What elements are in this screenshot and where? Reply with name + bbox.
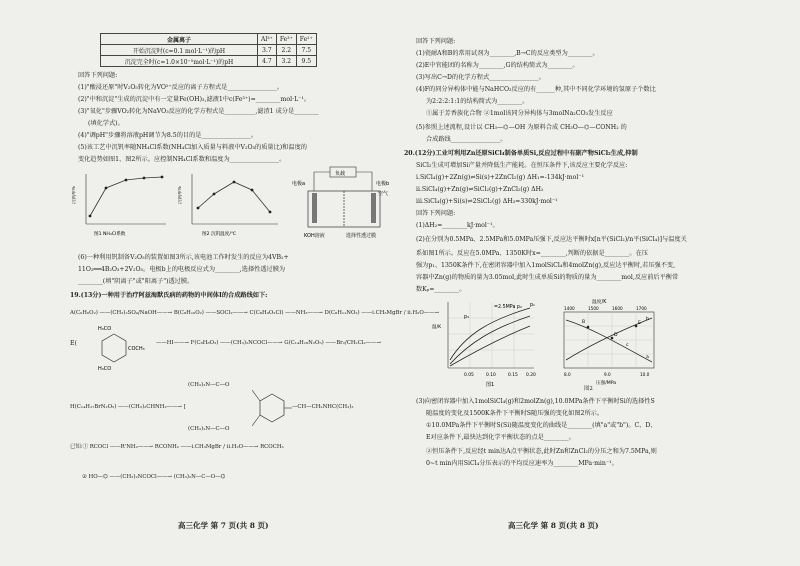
question-19-title: 19.(13分)一种用于治疗阿兹海默氏病的药物的中间体I的合成路线如下: [70, 292, 268, 299]
figure-2-caption: 图2 沉钒温度/℃ [202, 232, 237, 237]
svg-text:H₃CO: H₃CO [98, 366, 112, 372]
table-cell: Fe²⁺ [296, 34, 316, 45]
svg-text:温度/K: 温度/K [592, 300, 607, 305]
text-line: (5)该工艺中沉钒率随NH₄Cl系数(NH₄Cl加入质量与料液中V₂O₅的质量比)和温度的 [78, 144, 307, 151]
svg-text:1500: 1500 [588, 306, 599, 311]
table-cell: 4.7 [258, 56, 277, 67]
text-line: 回答下列问题: [416, 38, 456, 45]
selectivity-chart-2-caption: 图2 [584, 386, 593, 392]
table-cell: 9.5 [296, 56, 316, 67]
synthesis-route-1: A(C₆H₆O₂) ——(CH₃)₂SO₄/NaOH——→ B(C₈H₁₀O₂) ——SOCl₂——→ C(C₈H₉O₂Cl) ——NH₃——→ D(C₈H₁₁NO₂) ——i.CH₃MgBr / ii.H₂O——→ [70, 310, 440, 316]
svg-text:沉钒率%: 沉钒率% [72, 186, 77, 204]
figure-1-caption: 图1 NH₄Cl系数 [94, 232, 126, 237]
question-20-title: 20.(12分)工业可利用Zn还原SiCl₄制备单质Si,反应过程中有副产物SiCl₂生成,抑制 [404, 150, 638, 157]
svg-text:B: B [582, 320, 586, 325]
text-line: 回答下列问题: [78, 72, 118, 79]
svg-text:1700: 1700 [636, 306, 647, 311]
table-cell: 沉淀完全时(c=1.0×10⁻⁵mol·L⁻¹)的pH [101, 56, 258, 67]
svg-text:0.20: 0.20 [526, 373, 536, 378]
svg-text:温/K: 温/K [432, 325, 442, 330]
table-cell: 2.2 [276, 45, 296, 56]
metal-ion-table [100, 33, 317, 67]
svg-text:a: a [646, 355, 649, 360]
compound-e-label: E( [70, 340, 77, 347]
svg-text:COCH₃: COCH₃ [128, 346, 145, 352]
svg-text:0.05: 0.05 [464, 373, 474, 378]
text-line: E对应条件下,最快达到化学平衡状态的点是________。 [426, 434, 575, 441]
figure-3-cell [290, 165, 400, 243]
text-line: (填化学式)。 [88, 120, 124, 127]
table-row [101, 45, 317, 56]
text-line: ________(填"阴离子"或"阳离子")透过膜。 [78, 278, 194, 285]
text-line: 随温度的变化及1500K条件下平衡时S随压强的变化如图2所示。 [426, 410, 604, 417]
reaction-iii: iii.SiCl₄(g)+Si(s)⇌2SiCl₂(g) ΔH₃=330kJ·mol⁻¹ [416, 198, 558, 205]
svg-text:0.10: 0.10 [486, 373, 496, 378]
text-line: ①10.0MPa条件下平衡时S(Si)随温度变化的曲线是________(填"a"或"b")。C、D、 [426, 422, 657, 429]
table-cell: Al³⁺ [258, 34, 277, 45]
svg-text:9.0: 9.0 [604, 372, 611, 377]
equilibrium-chart-1 [430, 298, 540, 388]
svg-text:p₃: p₃ [464, 315, 469, 320]
svg-text:b: b [646, 317, 649, 322]
svg-text:c: c [626, 343, 629, 348]
svg-text:p₁: p₁ [530, 303, 535, 308]
svg-text:KOH溶液: KOH溶液 [304, 233, 325, 239]
page-footer: 高三化学 第 7 页(共 8 页) [178, 521, 269, 530]
text-line: 系如图1所示。反应在5.0MPa、1350K时x=________,判断的依据是________。在压 [416, 250, 648, 257]
text-line: (1)"酸浸还原"时V₂O₅转化为VO²⁺反应的离子方程式是________________。 [78, 84, 284, 91]
text-line: (3)写出C→D的化学方程式________________。 [416, 74, 545, 81]
text-line: SiCl₂生成可增加Si产量并降低生产能耗。在恒压条件下,该反应主要化学反应: [416, 162, 628, 169]
compound-e-structure [74, 322, 154, 372]
svg-text:空气: 空气 [378, 191, 389, 197]
text-line: ②恒压条件下,反应经t min达A点平衡状态,此时Zn和ZnCl₂的分压之和为7.5MPa,则 [426, 448, 657, 455]
text-line: 11O₂══4B₂O₃+2V₂O₅。电极b上的电极反应式为________,选择性透过膜为 [78, 266, 286, 273]
text-line: 为2:2:2:1:1的结构简式为________。 [426, 98, 529, 105]
svg-text:=2.5MPa p₂: =2.5MPa p₂ [494, 305, 522, 310]
svg-text:电极a: 电极a [292, 181, 306, 187]
text-line: 变化趋势如图1、图2所示。应控制NH₄Cl系数和温度为________________。 [78, 156, 286, 163]
text-line: 回答下列问题: [416, 210, 456, 217]
equilibrium-chart-1-caption: 图1 [486, 382, 495, 388]
svg-text:D: D [614, 333, 618, 338]
table-cell: 金属离子 [101, 34, 258, 45]
text-line: ①属于芳香族化合物 ②1mol该同分异构体与3molNa₂CO₃发生反应 [426, 110, 613, 117]
svg-text:1400: 1400 [564, 306, 575, 311]
table-cell: 开始沉淀时(c=0.1 mol·L⁻¹)的pH [101, 45, 258, 56]
synthesis-route-3: H(C₁₄H₁₇BrN₂O₅) ——(CH₃)₂CHNH₂——→ [ [70, 404, 186, 410]
text-line: (1)瓷耐A和B的常用试剂为________,B→C的反应类型为________。 [416, 50, 599, 57]
text-line: 合成路线________________。 [426, 136, 507, 143]
table-cell: 3.2 [276, 56, 296, 67]
svg-text:负载: 负载 [335, 171, 346, 177]
text-line: 容器中Zn(g)的物质的量为3.05mol,此时生成单质Si的物质的量为________mol,反应前后平衡常 [416, 274, 679, 281]
svg-text:压强/MPa: 压强/MPa [596, 381, 617, 386]
text-line: (4)F的同分异构体中能与NaHCO₃反应的有______种,其中不同化学环境的氢原子个数比 [416, 86, 656, 93]
table-row [101, 56, 317, 67]
synthesis-route-2: ——HI——→ F(C₈H₈O₃) ——(CH₃)₂NCOCl——→ G(C₁₄H₁₈N₂O₅) ——Br₂/CH₂Cl₂——→ [156, 340, 382, 346]
svg-text:0.15: 0.15 [508, 373, 518, 378]
text-line: (3)"氧化"步骤VO₂转化为NaVO₃反应的化学方程式是__________,滤渣1 成分是________ [78, 108, 319, 115]
known-reaction-1: 已知:① RCOCl ——R'NH₂——→ RCONH₂ ——i.CH₃MgBr / ii.H₂O——→ RCOCH₃ [70, 444, 284, 450]
text-line: (6)一种利用钒制备V₂O₅的装置如图3所示,该电池工作时发生的反应为4VB₂+ [78, 254, 289, 261]
text-line: (2)E中官能团的名称为________,G的结构简式为________。 [416, 62, 579, 69]
svg-text:选择性透过膜: 选择性透过膜 [346, 233, 377, 239]
svg-text:沉钒率%: 沉钒率% [178, 186, 183, 204]
svg-text:H₃CO: H₃CO [98, 326, 112, 332]
text-line: (4)"调pH"步骤将溶液pH调节为8.5的目的是________________。 [78, 132, 258, 139]
known-reaction-2: ② HO—⌬ ——(CH₃)₂NCOCl——→ (CH₃)₂N—C—O—⌬ [82, 474, 226, 480]
table-row [101, 34, 317, 45]
text-line: 0~t min内用SiCl₄分压表示的平均反应速率为________MPa·min⁻¹。 [426, 460, 618, 467]
side-chain: —CH—CH₂NHC(CH₃)₃ [292, 404, 354, 410]
svg-text:1600: 1600 [612, 306, 623, 311]
page-footer: 高三化学 第 8 页(共 8 页) [508, 521, 599, 530]
text-line: (1)ΔH₂=________kJ·mol⁻¹。 [416, 222, 499, 229]
svg-text:电极b: 电极b [376, 181, 390, 187]
text-line: (3)向密闭容器中加入1molSiCl₄(g)和2molZn(g),10.0MPa条件下平衡时Si的选择性S [416, 398, 655, 405]
page-8 [404, 0, 754, 566]
text-line: (2)在分别为0.5MPa、2.5MPa和5.0MPa压强下,反应达平衡时x[n平(SiCl₂)/n平(SiCl₄)]与温度关 [416, 236, 687, 243]
table-cell: 3.7 [258, 45, 277, 56]
table-cell: Fe³⁺ [276, 34, 296, 45]
svg-text:E: E [638, 321, 641, 326]
text-line: 数Kₚ=________。 [416, 286, 466, 293]
selectivity-chart-2 [552, 296, 662, 388]
svg-text:10.0: 10.0 [640, 372, 650, 377]
text-line: (2)"中和沉淀"生成的沉淀中有一定量Fe(OH)₃,滤液1中c(Fe³⁺)=________mol·L⁻¹。 [78, 96, 311, 103]
svg-text:8.0: 8.0 [564, 372, 571, 377]
figure-2-chart [178, 170, 282, 238]
carbamate-bottom: (CH₃)₂N—C—O [188, 426, 230, 432]
text-line: 强为p₁、1350K条件下,在密闭容器中加入1molSiCl₄和4molZn(g),反应达平衡时,若压强不变, [416, 262, 676, 269]
figure-1-chart [72, 170, 170, 238]
reaction-ii: ii.SiCl₄(g)+Zn(g)⇌SiCl₂(g)+ZnCl₂(g) ΔH₂ [416, 186, 544, 193]
reaction-i: i.SiCl₄(g)+2Zn(g)⇌Si(s)+2ZnCl₂(g) ΔH₁=-134kJ·mol⁻¹ [416, 174, 585, 181]
text-line: (5)参照上述流程,设计以 CH₃—⌬—OH 为原料合成 CH₃O—⌬—CONH₂ 的 [416, 124, 627, 131]
carbamate-top: (CH₃)₂N—C—O [188, 382, 230, 388]
table-cell: 7.5 [296, 45, 316, 56]
